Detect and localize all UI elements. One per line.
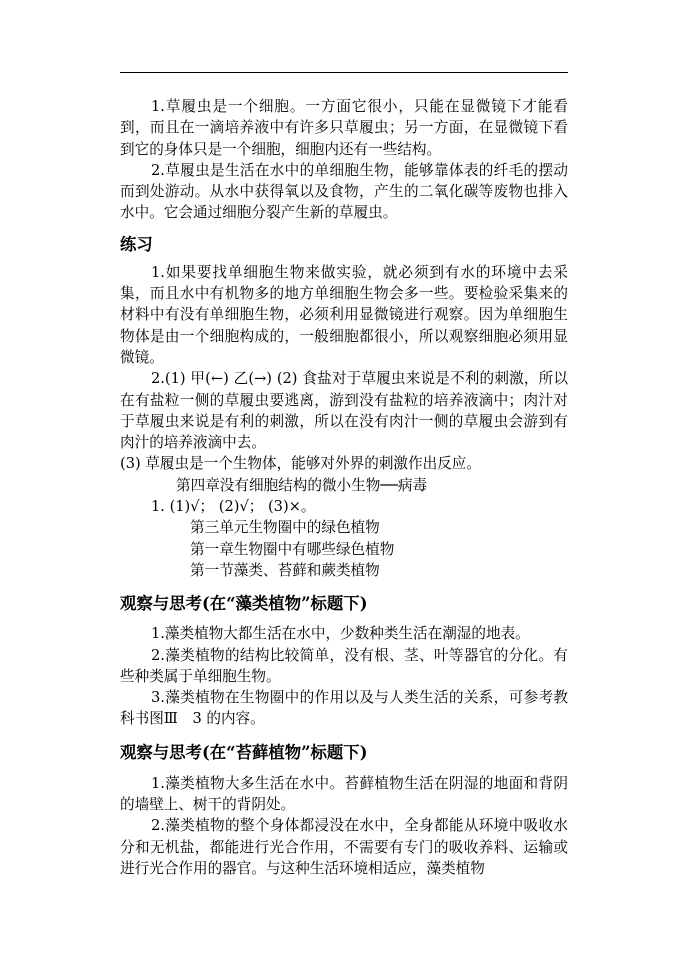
observe-algae-point-2: 2.藻类植物的结构比较简单，没有根、茎、叶等器官的分化。有些种类属于单细胞生物。 bbox=[120, 646, 568, 685]
chapter4-answer: 1. (1)√； (2)√； (3)×。 bbox=[151, 498, 316, 516]
practice-heading: 练习 bbox=[120, 234, 153, 254]
practice-answer-1: 1.如果要找单细胞生物来做实验，就必须到有水的环境中去采集，而且水中有机物多的地方单细胞生物会多一些。要检验采集来的材料中有没有单细胞生物，必须利用显微镜进行观察。因为单细胞生物体是由一个细胞构成的，一般细胞都很小，所以观察细胞必须用显微镜。 bbox=[120, 263, 568, 366]
header-rule bbox=[120, 72, 568, 73]
unit3-title: 第三单元生物圈中的绿色植物 bbox=[190, 519, 380, 537]
document-body bbox=[120, 96, 568, 879]
observe-moss-heading: 观察与思考(在“苔藓植物”标题下) bbox=[120, 742, 368, 762]
observe-moss-point-1: 1.藻类植物大多生活在水中。苔藓植物生活在阴湿的地面和背阴的墙壁上、树干的背阴处。 bbox=[120, 774, 568, 814]
answer-paragraph-1: 1.草履虫是一个细胞。一方面它很小，只能在显微镜下才能看到，而且在一滴培养液中有许多只草履虫；另一方面，在显微镜下看到它的身体只是一个细胞，细胞内还有一些结构。 bbox=[120, 98, 568, 158]
observe-algae-heading: 观察与思考(在“藻类植物”标题下) bbox=[120, 594, 368, 614]
chapter4-title: 第四章没有细胞结构的微小生物──病毒 bbox=[176, 476, 428, 494]
answer-paragraph-2: 2.草履虫是生活在水中的单细胞生物，能够靠体表的纤毛的摆动而到处游动。从水中获得氧以及食物，产生的二氧化碳等废物也排入水中。它会通过细胞分裂产生新的草履虫。 bbox=[120, 161, 568, 222]
unit3-chapter1-title: 第一章生物圈中有哪些绿色植物 bbox=[190, 540, 395, 558]
observe-algae-point-3: 3.藻类植物在生物圈中的作用以及与人类生活的关系，可参考教科书图Ⅲ 3 的内容。 bbox=[120, 689, 568, 728]
observe-algae-point-1: 1.藻类植物大都生活在水中，少数种类生活在潮湿的地表。 bbox=[151, 625, 530, 643]
unit3-section1-title: 第一节藻类、苔藓和蕨类植物 bbox=[190, 561, 380, 579]
practice-answer-2: 2.(1) 甲(←) 乙(→) (2) 食盐对于草履虫来说是不利的刺激，所以在有盐粒一侧的草履虫要逃离，游到没有盐粒的培养液滴中；肉汁对于草履虫来说是有利的刺激，所以在没有肉汁一侧的草履虫会游到有肉汁的培养液滴中去。 bbox=[120, 370, 568, 452]
practice-answer-2-3: (3) 草履虫是一个生物体，能够对外界的刺激作出反应。 bbox=[120, 455, 481, 473]
observe-moss-point-2: 2.藻类植物的整个身体都浸没在水中，全身都能从环境中吸收水分和无机盐，都能进行光合作用，不需要有专门的吸收养料、运输或进行光合作用的器官。与这种生活环境相适应，藻类植物 bbox=[120, 817, 568, 877]
